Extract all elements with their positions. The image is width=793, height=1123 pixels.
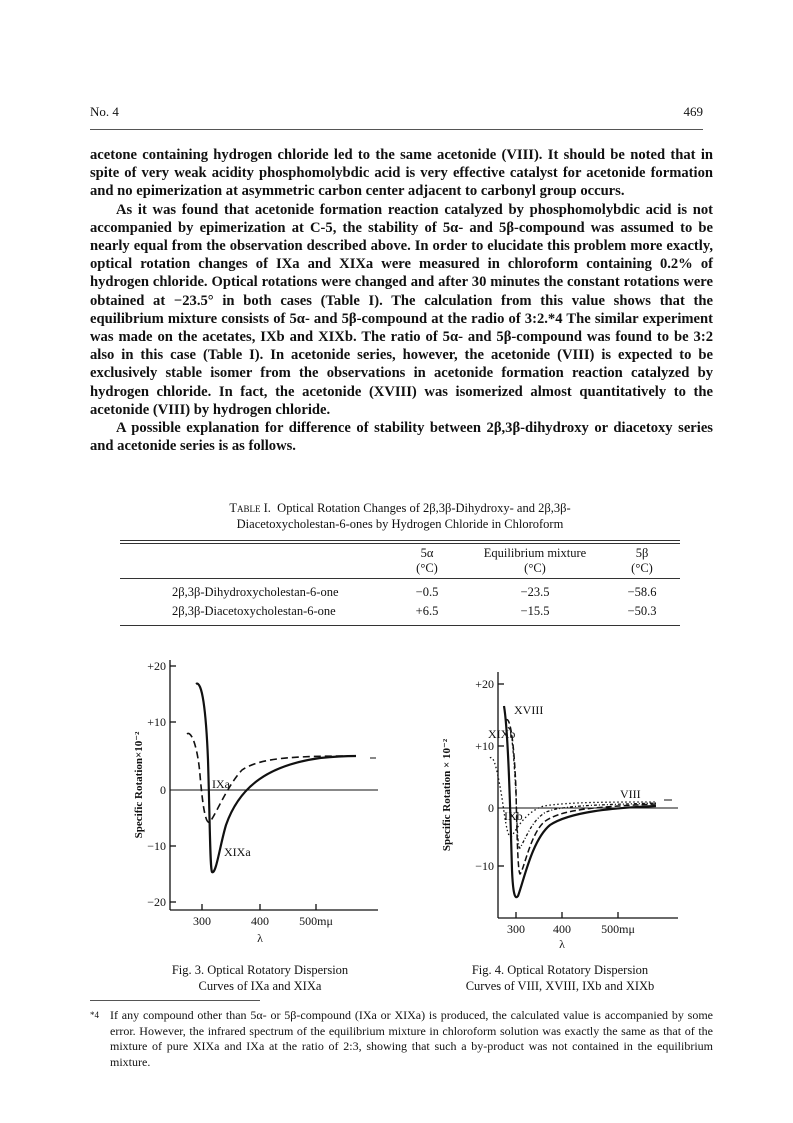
- page-number: 469: [683, 104, 703, 119]
- x-tick: 500mμ: [601, 922, 635, 936]
- x-tick: 500mμ: [299, 914, 333, 928]
- footnote: [90, 1008, 713, 1070]
- figure-4: [420, 650, 690, 950]
- cell: 2β,3β-Diacetoxycholestan-6-one: [172, 604, 336, 618]
- cell: −50.3: [627, 604, 657, 618]
- col-header: Equilibrium mixture: [483, 546, 587, 560]
- x-tick: 300: [193, 914, 211, 928]
- body-text: [90, 146, 713, 455]
- page-header: [90, 104, 703, 126]
- y-tick: +20: [147, 659, 166, 673]
- y-tick: −20: [147, 895, 166, 909]
- x-axis-label: λ: [257, 931, 263, 945]
- paragraph: As it was found that acetonide formation reaction catalyzed by phosphomolybdic acid is not accompanied by epimerization at C-5, the stability of 5α- and 5β-compound was assumed to be nearly equal from the observation described above. In order to elucidate this problem more exactly, optical rotation changes of IXa and XIXa were measured in chloroform containing 0.2% of hydrogen chloride. Optical rotations were changed and after 30 minutes the constant rotations were obtained at −23.5° in both cases (Table I). The calculation from this value shows that the equilibrium mixture consists of 5α- and 5β-compound at the radio of 3:2.*4 The similar experiment was made on the acetates, IXb and XIXb. The ratio of 5α- and 5β-compound was found to be 3:2 also in this case (Table I). In acetonide series, however, the acetonide (VIII) is expected to be exclusively stable isomer from the observations in acetonide formation reaction catalyzed by hydrogen chloride. In fact, the acetonide (XVIII) was isomerized almost quantitatively to the acetonide (VIII) by hydrogen chloride.: [90, 201, 713, 418]
- table-header-row: [120, 544, 680, 579]
- figure-4-caption-line2: Curves of VIII, XVIII, IXb and XIXb: [465, 979, 655, 993]
- curve-label-ixa: IXa: [212, 777, 230, 791]
- col-unit: (°C): [631, 561, 653, 575]
- cell: −23.5: [520, 585, 550, 599]
- y-tick: +20: [475, 677, 494, 691]
- table-caption-line2: Diacetoxycholestan-6-ones by Hydrogen Chloride in Chloroform: [236, 517, 564, 531]
- y-tick: +10: [475, 739, 494, 753]
- table-caption-line1: Optical Rotation Changes of 2β,3β-Dihydroxy- and 2β,3β-: [277, 501, 571, 515]
- figure-4-caption-line1: Fig. 4. Optical Rotatory Dispersion: [471, 963, 649, 977]
- col-header: 5β: [635, 546, 649, 560]
- col-unit: (°C): [416, 561, 438, 575]
- footnote-rule: [90, 1000, 260, 1001]
- paragraph: acetone containing hydrogen chloride led to the same acetonide (VIII). It should be noted that in spite of very weak acidity phosphomolybdic acid is very effective catalyst for acetonide formation and no epimerization at asymmetric carbon center adjacent to carbonyl group occurs.: [90, 147, 713, 200]
- data-table: [120, 540, 680, 626]
- curve-label-xviii: XVIII: [514, 703, 544, 717]
- col-unit: (°C): [524, 561, 546, 575]
- figure-4-caption: [410, 962, 710, 994]
- x-tick: 300: [507, 922, 525, 936]
- footnote-text: If any compound other than 5α- or 5β-compound (IXa or XIXa) is produced, the calculated value is accompanied by some error. However, the infrared spectrum of the equilibrium mixture in chloroform solution was exactly the same as that of the mixture of pure XIXa and IXa at the ratio of 2:3, showing that such a by-product was not contained in the equilibrium mixture.: [110, 1008, 713, 1069]
- y-tick: 0: [488, 801, 494, 815]
- curve-label-viii: VIII: [620, 787, 641, 801]
- figure-3-caption-line1: Fig. 3. Optical Rotatory Dispersion: [171, 963, 349, 977]
- y-axis-label: Specific Rotation × 10⁻²: [441, 738, 453, 852]
- curve-label-xixa: XIXa: [224, 845, 251, 859]
- cell: +6.5: [415, 604, 439, 618]
- y-tick: 0: [160, 783, 166, 797]
- x-axis-label: λ: [559, 937, 565, 950]
- x-tick: 400: [251, 914, 269, 928]
- cell: −15.5: [520, 604, 550, 618]
- figure-3-caption-line2: Curves of IXa and XIXa: [198, 979, 322, 993]
- curve-viii: [504, 706, 656, 897]
- y-tick: −10: [147, 839, 166, 853]
- y-tick: −10: [475, 859, 494, 873]
- cell: −58.6: [627, 585, 657, 599]
- curve-label-ixb: IXb: [504, 809, 523, 823]
- header-rule: [90, 129, 703, 130]
- col-header: 5α: [420, 546, 434, 560]
- table-row: [120, 583, 680, 602]
- table-caption: [150, 500, 650, 532]
- y-tick: +10: [147, 715, 166, 729]
- table-row: [120, 602, 680, 626]
- curve-label-xixb: XIXb: [488, 727, 516, 741]
- cell: −0.5: [415, 585, 439, 599]
- figure-3-caption: [120, 962, 400, 994]
- table-label: Table I.: [229, 501, 271, 515]
- y-axis-label: Specific Rotation×10⁻²: [133, 731, 145, 839]
- cell: 2β,3β-Dihydroxycholestan-6-one: [172, 585, 339, 599]
- x-tick: 400: [553, 922, 571, 936]
- figure-3: [120, 650, 390, 950]
- issue-number: No. 4: [90, 104, 119, 119]
- footnote-mark: *4: [90, 1010, 99, 1020]
- paragraph: A possible explanation for difference of stability between 2β,3β-dihydroxy or diacetoxy series and acetonide series is as follows.: [90, 420, 713, 455]
